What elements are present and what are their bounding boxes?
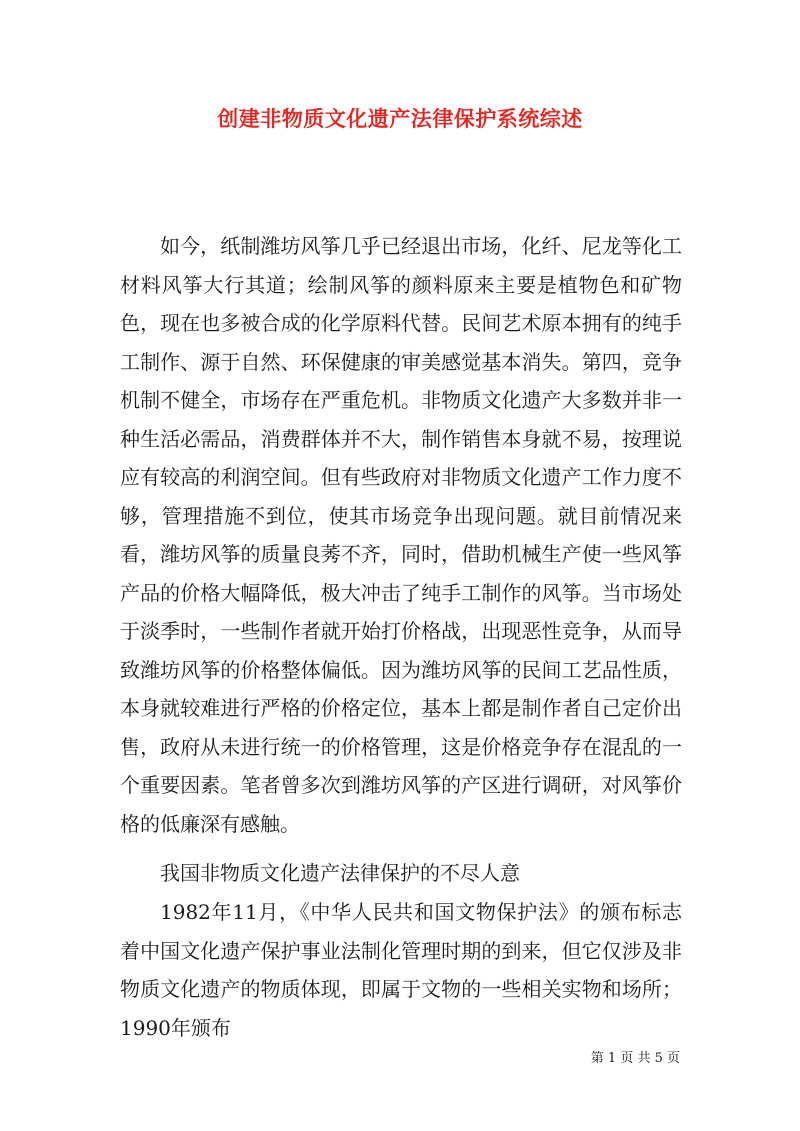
section-heading: 我国非物质文化遗产法律保护的不尽人意 <box>160 861 520 885</box>
page-number-footer: 第 1 页 共 5 页 <box>590 1051 680 1066</box>
document-title: 创建非物质文化遗产法律保护系统综述 <box>217 106 583 131</box>
paragraph-2: 1982年11月，《中华人民共和国文物保护法》的颁布标志着中国文化遗产保护事业法制化管理时期的到来，但它仅涉及非物质文化遗产的物质体现，即属于文物的一些相关实物和场所；1990年颁布 <box>120 900 682 1040</box>
paragraph-1: 如今，纸制潍坊风筝几乎已经退出市场，化纤、尼龙等化工材料风筝大行其道；绘制风筝的颜料原来主要是植物色和矿物色，现在也多被合成的化学原料代替。民间艺术原本拥有的纯手工制作、源于自然、环保健康的审美感觉基本消失。第四，竞争机制不健全，市场存在严重危机。非物质文化遗产大多数并非一种生活必需品，消费群体并不大，制作销售本身就不易，按理说应有较高的利润空间。但有些政府对非物质文化遗产工作力度不够，管理措施不到位，使其市场竞争出现问题。就目前情况来看，潍坊风筝的质量良莠不齐，同时，借助机械生产使一些风筝产品的价格大幅降低，极大冲击了纯手工制作的风筝。当市场处于淡季时，一些制作者就开始打价格战，出现恶性竞争，从而导致潍坊风筝的价格整体偏低。因为潍坊风筝的民间工艺品性质，本身就较难进行严格的价格定位，基本上都是制作者自己定价出售，政府从未进行统一的价格管理，这是价格竞争存在混乱的一个重要因素。笔者曾多次到潍坊风筝的产区进行调研，对风筝价格的低廉深有感触。 <box>120 234 682 836</box>
